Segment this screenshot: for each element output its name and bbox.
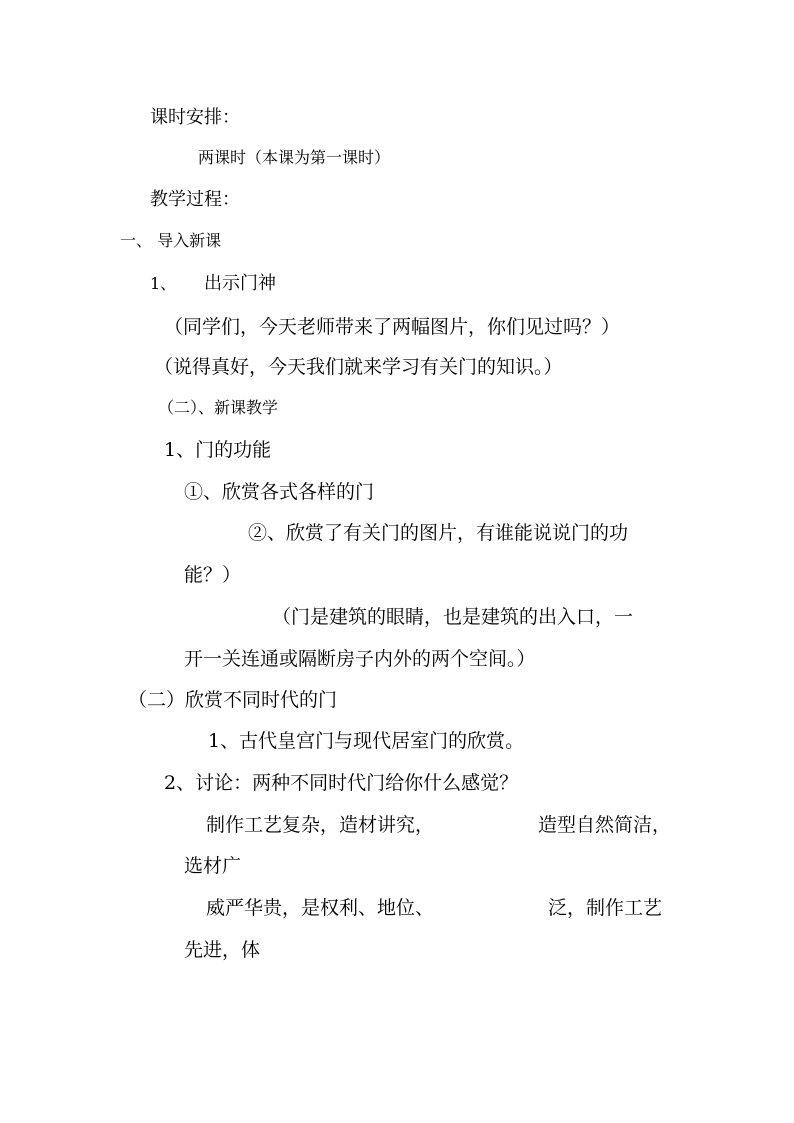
schedule-detail: 两课时（本课为第一课时） <box>198 148 391 167</box>
teacher-question: （同学们，今天老师带来了两幅图片，你们见过吗？） <box>164 316 621 338</box>
modern-material: 选材广 <box>184 855 242 877</box>
heading-process: 教学过程： <box>150 189 240 210</box>
subitem-discuss-function: ②、欣赏了有关门的图片，有谁能说说门的功 <box>248 522 629 544</box>
subitem-appreciate-doors: ①、欣赏各式各样的门 <box>184 481 375 503</box>
subitem-discuss-function-cont: 能？） <box>184 564 242 586</box>
door-definition-cont: 开一关连通或隔断房子内外的两个空间。） <box>184 648 536 670</box>
item-number-1: 1、 <box>150 274 177 293</box>
modern-advanced: 先进，体 <box>184 939 261 961</box>
item-door-function: 1、门的功能 <box>164 439 272 461</box>
section-different-eras: （二）欣赏不同时代的门 <box>128 689 338 711</box>
ancient-majesty: 威严华贵，是权利、地位、 <box>206 897 435 919</box>
section-introduction: 一、 导入新课 <box>120 231 222 250</box>
item-discussion: 2、讨论：两种不同时代门给你什么感觉？ <box>164 772 519 794</box>
heading-schedule: 课时安排： <box>150 107 240 128</box>
item-palace-vs-home: 1、古代皇宫门与现代居室门的欣赏。 <box>208 730 525 752</box>
door-definition: （门是建筑的眼睛，也是建筑的出入口，一 <box>272 606 634 628</box>
item-door-god: 出示门神 <box>204 273 276 294</box>
modern-style: 造型自然简洁， <box>538 814 672 836</box>
modern-craft: 泛，制作工艺 <box>548 897 663 919</box>
teacher-response: （说得真好，今天我们就来学习有关门的知识。） <box>154 356 563 378</box>
ancient-craft: 制作工艺复杂，造材讲究， <box>206 814 435 836</box>
section-new-lesson: （二）、新课教学 <box>158 398 279 417</box>
